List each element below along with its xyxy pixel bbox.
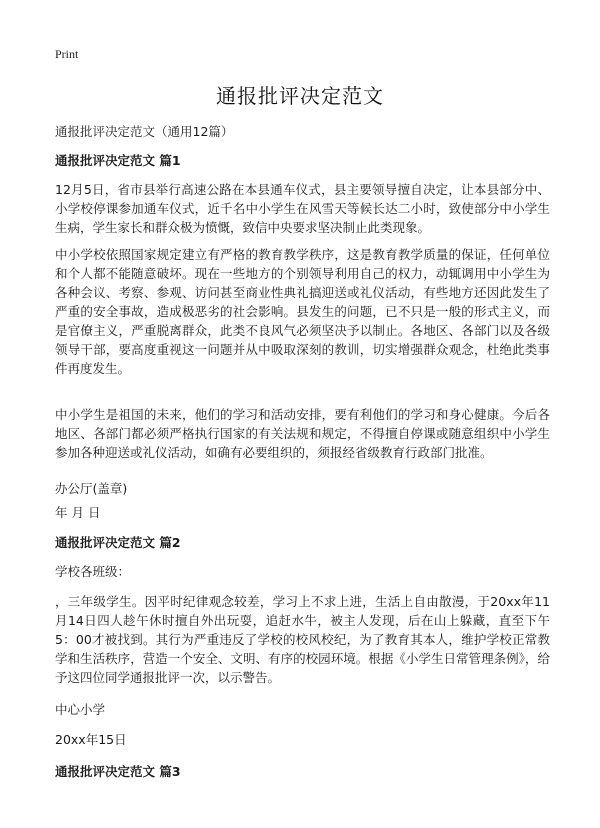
- section-1-date: 年 月 日: [55, 505, 101, 520]
- section-2-greeting: 学校各班级：: [55, 564, 131, 579]
- print-label[interactable]: Print: [55, 47, 79, 61]
- section-2-date: 20xx年15日: [55, 732, 127, 747]
- section-1-paragraph-2: 中小学校依照国家规定建立有严格的教育教学秩序，这是教育教学质量的保证，任何单位和个人都不能随意破坏。现在一些地方的个别领导利用自己的权力，动辄调用中小学生为各种会议、考察、参观、访问甚至商业性典礼搞迎送或礼仪活动，有些地方还因此发生了严重的安全事故，造成极恶劣的社会影响。县发生的问题，已不只是一般的形式主义，而是官僚主义，严重脱离群众，此类不良风气必须坚决予以制止。各地区、各部门以及各级领导干部，要高度重视这一问题并从中吸取深刻的教训，切实增强群众观念，杜绝此类事件再度发生。: [55, 247, 550, 376]
- section-3-heading: 通报批评决定范文 篇3: [55, 764, 181, 779]
- section-1-paragraph-1: 12月5日，省市县举行高速公路在本县通车仪式，县主要领导擅自决定，让本县部分中、小学校停课参加通车仪式，近千名中小学生在风雪天等候长达二小时，致使部分中小学生生病，学生家长和群众极为愤慨，致信中央要求坚决制止此类现象。: [55, 182, 550, 235]
- section-2-paragraph-1: ，三年级学生。因平时纪律观念较差，学习上不求上进，生活上自由散漫，于20xx年11月14日四人趁午休时擅自外出玩耍，追赶水牛，被主人发现，后在山上躲藏，直至下午5：00才被找到。其行为严重违反了学校的校风校纪，为了教育其本人，维护学校正常教学和生活秩序，营造一个安全、文明、有序的校园环境。根据《小学生日常管理条例》，给予这四位同学通报批评一次，以示警告。: [55, 594, 550, 685]
- section-1-paragraph-3: 中小学生是祖国的未来，他们的学习和活动安排，要有利他们的学习和身心健康。今后各地区、各部门都必须严格执行国家的有关法规和规定，不得擅自停课或随意组织中小学生参加各种迎送或礼仪活动，如确有必要组织的，须报经省级教育行政部门批准。: [55, 407, 550, 460]
- section-1-heading: 通报批评决定范文 篇1: [55, 153, 181, 168]
- section-2-heading: 通报批评决定范文 篇2: [55, 535, 181, 550]
- section-2-signoff: 中心小学: [55, 702, 106, 717]
- document-subtitle: 通报批评决定范文（通用12篇）: [55, 124, 234, 139]
- section-1-signoff: 办公厅(盖章): [55, 481, 128, 496]
- page-title: 通报批评决定范文: [216, 84, 384, 108]
